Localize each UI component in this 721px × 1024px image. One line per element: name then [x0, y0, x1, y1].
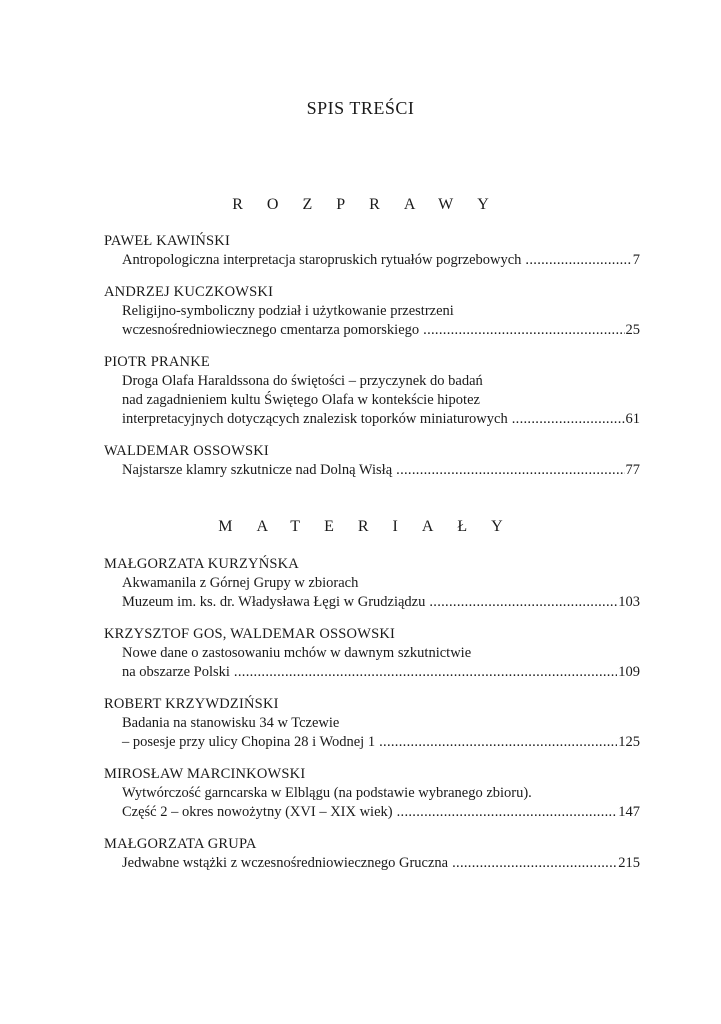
entry-title-line: Akwamanila z Górnej Grupy w zbiorach	[122, 575, 359, 591]
entry-title-line: Badania na stanowisku 34 w Tczewie	[122, 715, 340, 731]
entry-title-last-line	[104, 410, 640, 429]
dot-leader	[452, 854, 617, 873]
page-number: 109	[618, 664, 640, 680]
section-heading-materialy: MATERIAŁY	[218, 518, 527, 535]
entry-author: MAŁGORZATA KURZYŃSKA	[104, 556, 299, 572]
page-number: 77	[625, 462, 640, 478]
page-title: SPIS TREŚCI	[306, 98, 415, 118]
toc-entry	[104, 352, 640, 429]
entry-author: KRZYSZTOF GOS, WALDEMAR OSSOWSKI	[104, 626, 396, 642]
entry-title-line: nad zagadnieniem kultu Świętego Olafa w kontekście hipotez	[122, 392, 480, 408]
section-entries-rozprawy	[104, 231, 640, 492]
page-number: 125	[618, 734, 640, 750]
section-heading-rozprawy: ROZPRAWY	[232, 196, 513, 213]
entry-title-line: Droga Olafa Haraldssona do świętości – przyczynek do badań	[122, 373, 483, 389]
toc-entry	[104, 231, 640, 270]
entry-title-last-line	[104, 733, 640, 752]
entry-author: ANDRZEJ KUCZKOWSKI	[104, 284, 274, 300]
entry-title-last-line	[104, 321, 640, 340]
toc-entry	[104, 554, 640, 612]
entry-title-line: Religijno-symboliczny podział i użytkowanie przestrzeni	[122, 303, 454, 319]
entry-title-line: na obszarze Polski	[122, 664, 230, 680]
toc-entry	[104, 282, 640, 340]
entry-title-last-line	[104, 461, 640, 480]
page-number: 61	[625, 411, 640, 427]
entry-title-line: Wytwórczość garncarska w Elblągu (na podstawie wybranego zbioru).	[122, 785, 532, 801]
toc-entry	[104, 624, 640, 682]
entry-title-line: – posesje przy ulicy Chopina 28 i Wodnej 1	[122, 734, 376, 750]
entry-title-last-line	[104, 593, 640, 612]
dot-leader	[512, 410, 625, 429]
entry-title-last-line	[104, 854, 640, 873]
page-number: 25	[625, 322, 640, 338]
dot-leader	[397, 803, 618, 822]
entry-title-line: wczesnośredniowiecznego cmentarza pomorskiego	[122, 322, 420, 338]
entry-author: ROBERT KRZYWDZIŃSKI	[104, 696, 279, 712]
dot-leader	[429, 593, 617, 612]
entry-author: PIOTR PRANKE	[104, 354, 210, 370]
dot-leader	[396, 461, 624, 480]
dot-leader	[234, 663, 617, 682]
section-entries-materialy	[104, 554, 640, 885]
entry-title-line: Jedwabne wstążki z wczesnośredniowiecznego Gruczna	[122, 855, 449, 871]
entry-author: MAŁGORZATA GRUPA	[104, 836, 257, 852]
dot-leader	[423, 321, 624, 340]
entry-author: WALDEMAR OSSOWSKI	[104, 443, 269, 459]
entry-title-line: Muzeum im. ks. dr. Władysława Łęgi w Grudziądzu	[122, 594, 426, 610]
entry-title-line: interpretacyjnych dotyczących znalezisk toporków miniaturowych	[122, 411, 508, 427]
toc-entry	[104, 694, 640, 752]
entry-title-last-line	[104, 251, 640, 270]
entry-author: PAWEŁ KAWIŃSKI	[104, 233, 231, 249]
entry-title-last-line	[104, 663, 640, 682]
page-number: 215	[618, 855, 640, 871]
toc-entry	[104, 441, 640, 480]
entry-title-line: Najstarsze klamry szkutnicze nad Dolną Wisłą	[122, 462, 393, 478]
entry-title-line: Antropologiczna interpretacja staropruskich rytuałów pogrzebowych	[122, 252, 522, 268]
entry-title-line: Nowe dane o zastosowaniu mchów w dawnym szkutnictwie	[122, 645, 472, 661]
toc-entry	[104, 764, 640, 822]
page-number: 7	[632, 252, 640, 268]
entry-title-line: Część 2 – okres nowożytny (XVI – XIX wiek)	[122, 804, 393, 820]
page-number: 147	[618, 804, 640, 820]
entry-title-last-line	[104, 803, 640, 822]
page-number: 103	[618, 594, 640, 610]
dot-leader	[379, 733, 617, 752]
dot-leader	[525, 251, 631, 270]
entry-author: MIROSŁAW MARCINKOWSKI	[104, 766, 306, 782]
toc-entry	[104, 834, 640, 873]
